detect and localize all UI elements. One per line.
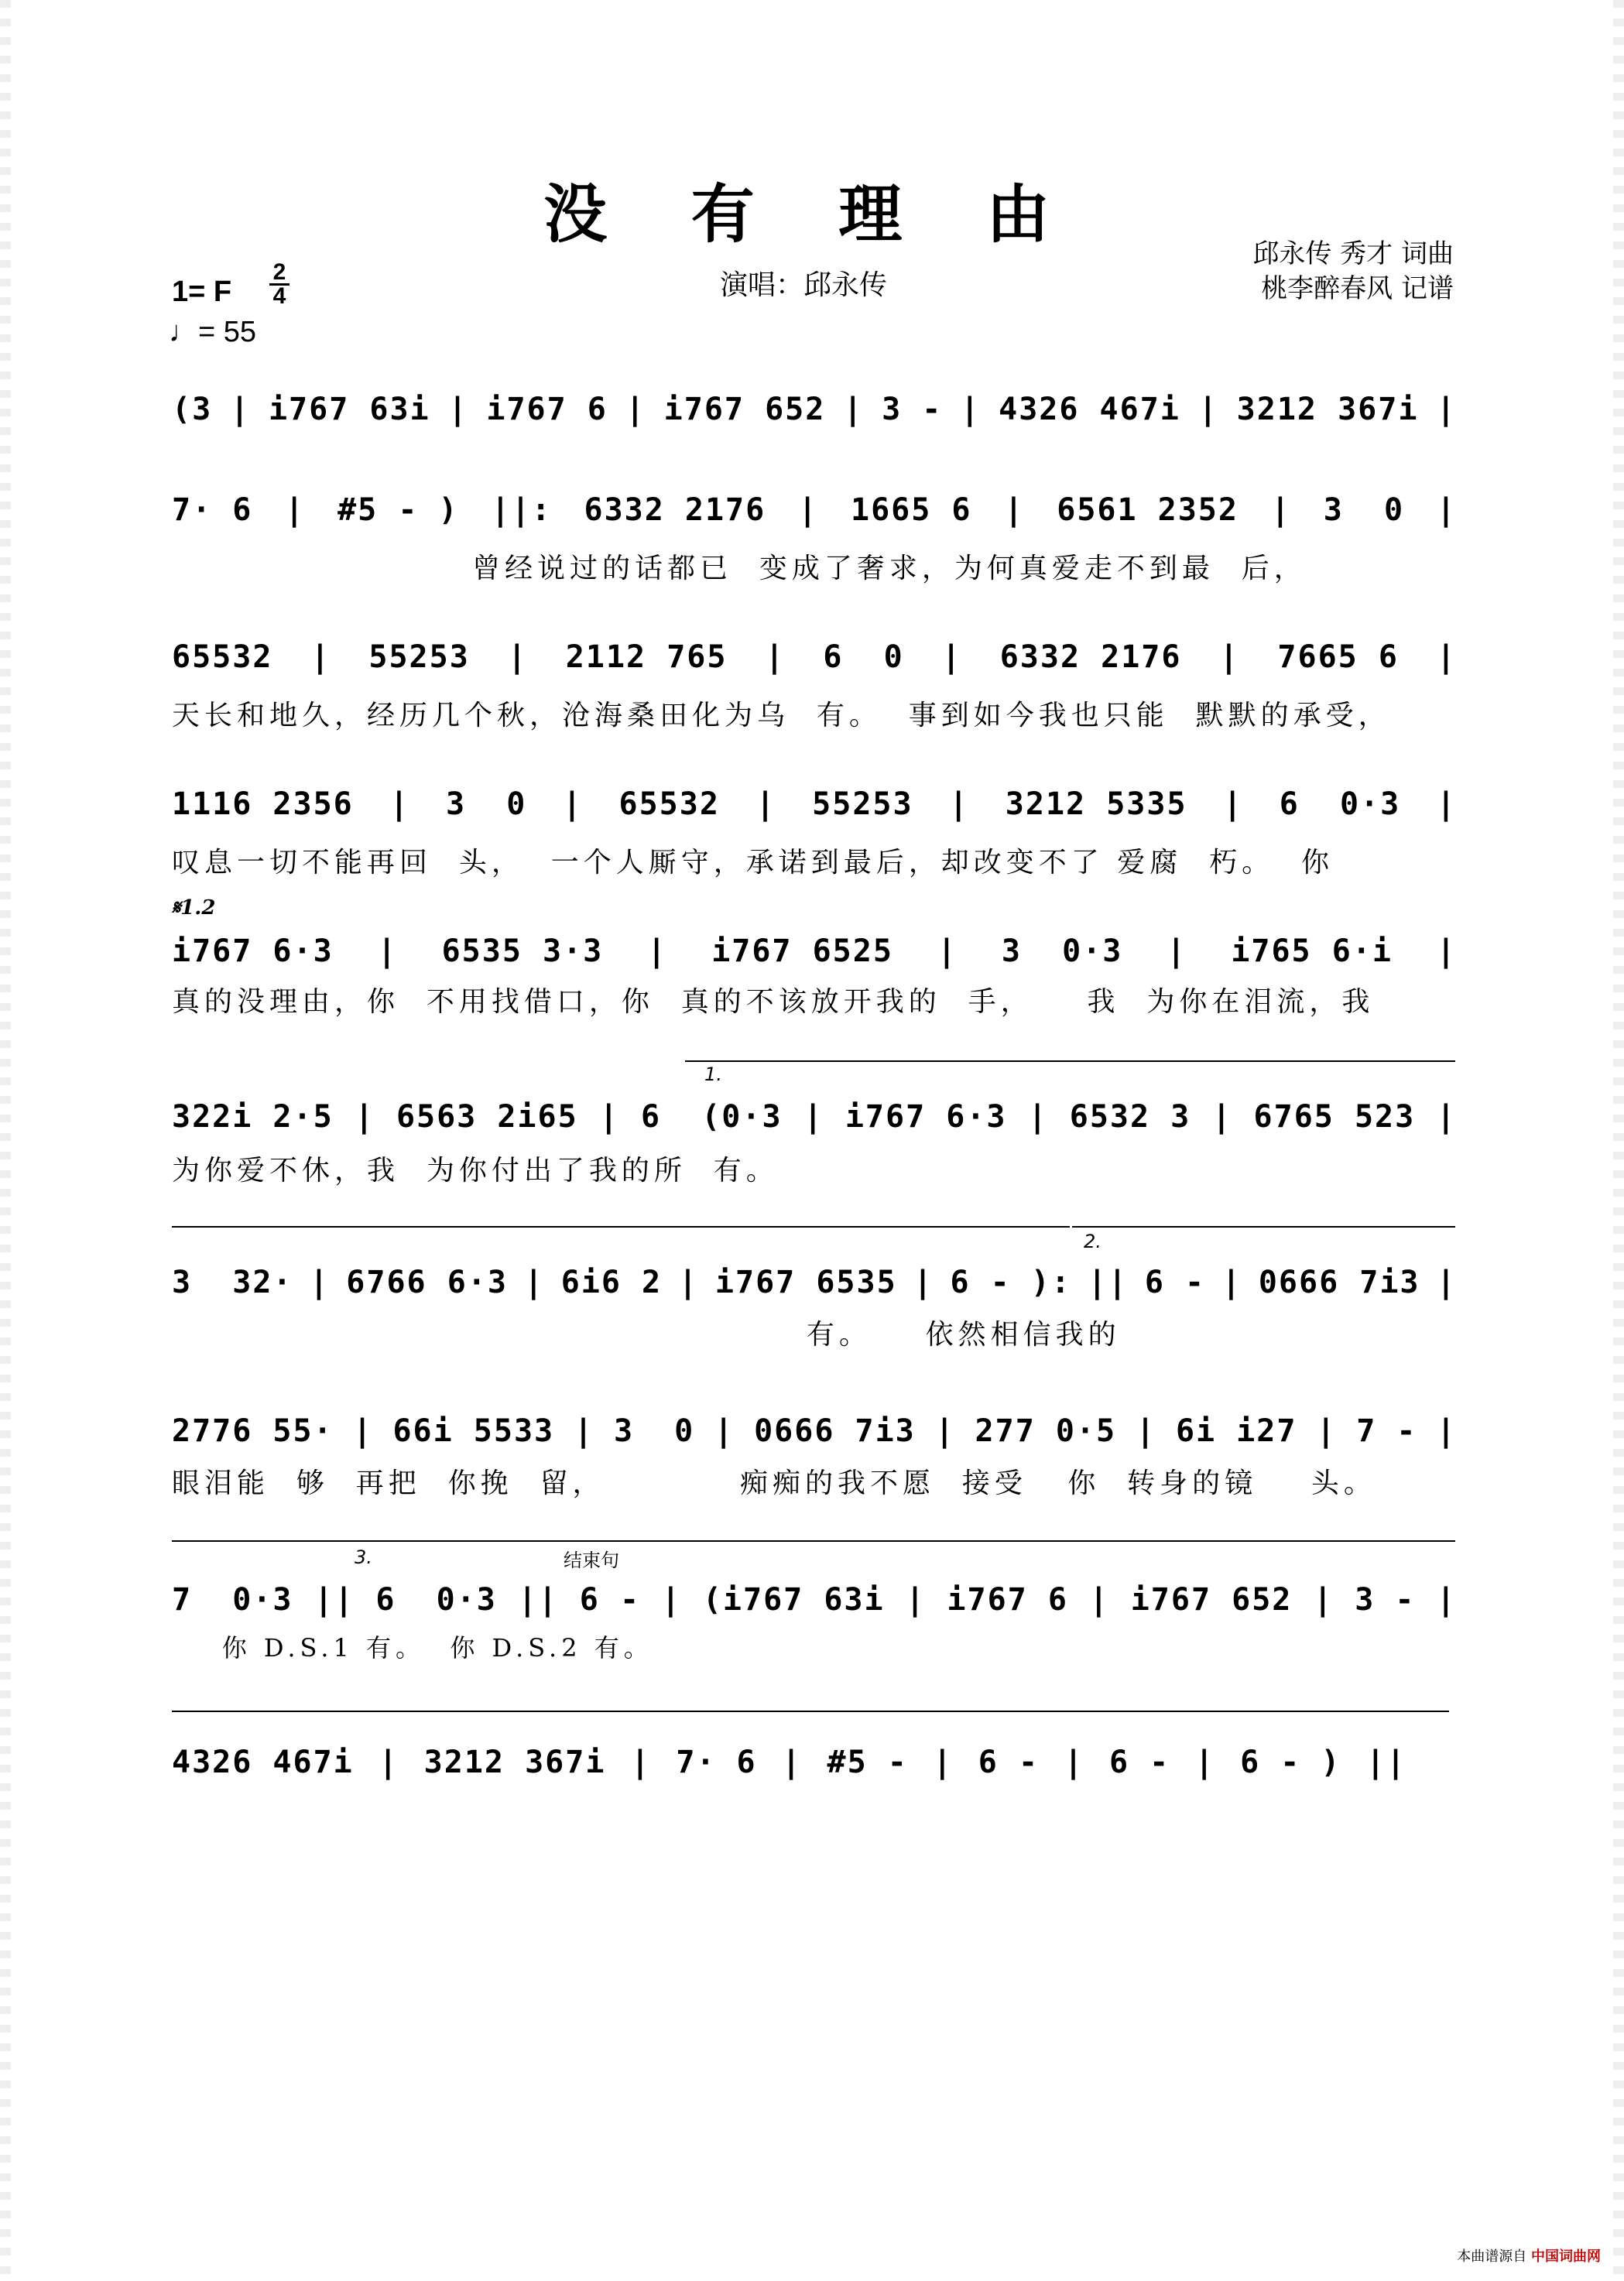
ending-marker: 结束句	[564, 1550, 619, 1571]
measure: i767 652	[1130, 1582, 1293, 1618]
barline: |	[562, 786, 583, 822]
measure: 6 -	[978, 1745, 1040, 1780]
measure: 7· 6	[676, 1745, 757, 1780]
volta-1-bracket	[685, 1060, 1455, 1062]
measure: 3 0	[445, 786, 527, 822]
system-9-notes	[172, 1582, 1457, 1618]
barline: |	[782, 1745, 803, 1780]
barline: |	[1064, 1745, 1084, 1780]
measure: 6i6 2	[560, 1265, 663, 1300]
system-2-notes	[172, 492, 1457, 528]
time-signature-top: 2	[272, 259, 286, 285]
barline: |	[1167, 933, 1187, 969]
volta-2: 2.	[1084, 1231, 1102, 1252]
barline: |	[630, 1745, 651, 1780]
barline: |	[1028, 1099, 1049, 1135]
measure: 65532	[172, 639, 273, 675]
measure: i767 6	[486, 392, 608, 427]
measure: (3	[172, 392, 213, 427]
measure: 1116 2356	[172, 786, 354, 822]
measure: i767 6·3	[172, 933, 334, 969]
barline: |	[1211, 1099, 1232, 1135]
measure: 7 -	[1356, 1413, 1417, 1449]
measure: 6 (0·3	[640, 1099, 783, 1135]
barline: |	[905, 1582, 927, 1618]
barline: |	[507, 639, 528, 675]
measure: 4326 467i	[999, 392, 1180, 427]
system-4-notes	[172, 786, 1457, 822]
barline: |	[949, 786, 970, 822]
measure: 6 -	[1108, 1745, 1170, 1780]
measure: #5 -	[827, 1745, 908, 1780]
measure: i767 63i	[268, 392, 430, 427]
measure: 6563 2i65	[396, 1099, 578, 1135]
measure: 7665 6	[1277, 639, 1399, 675]
barline: |	[599, 1099, 620, 1135]
barline: |	[661, 1582, 682, 1618]
barline: |	[625, 392, 646, 427]
barline: |	[1436, 492, 1457, 528]
system-2-lyrics: 曾经说过的话都已 变成了奢求，为何真爱走不到最 后，	[472, 553, 1307, 584]
measure: 6332 2176	[584, 492, 766, 528]
barline: |	[309, 1265, 330, 1300]
barline: |	[647, 933, 668, 969]
measure: 3 32·	[172, 1265, 293, 1300]
measure: 322i 2·5	[172, 1099, 334, 1135]
measure: 6 -	[579, 1582, 641, 1618]
measure: 6 - ):	[950, 1265, 1071, 1300]
measure: 6 -	[1144, 1265, 1206, 1300]
measure: 6332 2176	[999, 639, 1182, 675]
measure: i767 6·3	[845, 1099, 1007, 1135]
barline: |	[798, 492, 819, 528]
measure: 6561 2352	[1057, 492, 1239, 528]
barline: |	[1436, 1413, 1457, 1449]
measure: 55253	[368, 639, 470, 675]
barline: |	[1221, 1265, 1242, 1300]
system-1-notes	[172, 392, 1457, 427]
tempo-marking: ♩= 55	[169, 316, 257, 348]
measure: 65532	[618, 786, 720, 822]
time-signature	[269, 259, 290, 309]
barline: |	[1436, 392, 1457, 427]
barline: |	[1198, 392, 1219, 427]
barline: |	[803, 1099, 824, 1135]
barline: |	[960, 392, 981, 427]
system-8-notes	[172, 1413, 1457, 1449]
barline: |	[1089, 1582, 1110, 1618]
measure: 55253	[812, 786, 913, 822]
barline: |	[1436, 639, 1457, 675]
measure: 6766 6·3	[346, 1265, 508, 1300]
barline: |	[1436, 933, 1457, 969]
measure: i767 6535	[714, 1265, 897, 1300]
barline: ||	[1088, 1265, 1129, 1300]
system-7-notes	[172, 1265, 1457, 1300]
measure: 6535 3·3	[441, 933, 604, 969]
key-signature: 1= F	[172, 276, 232, 308]
barline: |	[355, 1099, 375, 1135]
system-6-notes	[172, 1099, 1457, 1135]
barline: |	[524, 1265, 545, 1300]
barline: |	[1270, 492, 1291, 528]
measure: 2776 55·	[172, 1413, 334, 1449]
barline: |	[941, 639, 962, 675]
system-7-lyrics: 有。 依然相信我的	[172, 1319, 1121, 1351]
system-8-lyrics: 眼泪能 够 再把 你挽 留， 痴痴的我不愿 接受 你 转身的镜 头。	[172, 1468, 1376, 1499]
system-3-notes	[172, 639, 1457, 675]
barline: |	[1436, 786, 1457, 822]
transcriber-credit: 桃李醉春风 记谱	[1261, 273, 1454, 304]
volta-2-bracket	[1072, 1226, 1455, 1228]
barline: |	[1436, 1582, 1457, 1618]
barline: |	[935, 1413, 956, 1449]
measure: 3212 5335	[1005, 786, 1187, 822]
barline: |	[755, 786, 776, 822]
measure: 0666 7i3	[754, 1413, 916, 1449]
volta-3: 3.	[355, 1546, 372, 1568]
measure: 3212 367i	[423, 1745, 606, 1780]
barline: |	[310, 639, 331, 675]
system-7-top-rule	[172, 1226, 1070, 1228]
measure: 6i i27	[1175, 1413, 1297, 1449]
measure: 6532 3	[1069, 1099, 1191, 1135]
measure: 7· 6	[172, 492, 253, 528]
measure: 6765 523	[1253, 1099, 1416, 1135]
measure: 3 0·3	[1001, 933, 1123, 969]
barline: |	[1223, 786, 1244, 822]
system-5-notes	[172, 933, 1457, 969]
footer-source-text: 本曲谱源自	[1457, 2248, 1527, 2265]
system-9-lyrics: 你 D.S.1 有。 你 D.S.2 有。	[172, 1633, 653, 1663]
barline: |	[379, 1745, 399, 1780]
volta-1: 1.	[704, 1063, 722, 1085]
segno-marker: 𝄋1.2	[172, 896, 216, 920]
barline: |	[230, 392, 251, 427]
right-edge-decoration	[1613, 0, 1624, 2281]
measure: i765 6·i	[1231, 933, 1393, 969]
system-3-lyrics: 天长和地久，经历几个秋，沧海桑田化为乌 有。 事到如今我也只能 默默的承受，	[172, 700, 1391, 731]
system-10-notes	[172, 1745, 1457, 1780]
measure: 6 0·3	[375, 1582, 497, 1618]
barline: |	[1313, 1582, 1334, 1618]
measure: 6 - )	[1240, 1745, 1341, 1780]
measure: (i767 63i	[702, 1582, 885, 1618]
system-5-lyrics: 真的没理由，你 不用找借口，你 真的不该放开我的 手， 我 为你在泪流，我	[172, 986, 1375, 1018]
measure: 6 0	[823, 639, 904, 675]
barline: |	[285, 492, 306, 528]
time-signature-bottom: 4	[272, 283, 286, 309]
barline: |	[714, 1413, 735, 1449]
left-edge-decoration	[0, 0, 11, 2281]
measure: 3212 367i	[1236, 392, 1419, 427]
measure: 2112 765	[565, 639, 728, 675]
measure: 66i 5533	[392, 1413, 555, 1449]
measure: 4326 467i	[172, 1745, 354, 1780]
measure: 3 -	[882, 392, 943, 427]
barline: |	[1436, 1099, 1457, 1135]
barline: |	[678, 1265, 699, 1300]
barline: ||	[313, 1582, 355, 1618]
barline: |	[574, 1413, 594, 1449]
barline: |	[843, 392, 864, 427]
barline: |	[389, 786, 410, 822]
barline: |	[447, 392, 469, 427]
barline: |	[377, 933, 398, 969]
footer-source	[1457, 2245, 1601, 2266]
barline: |	[937, 933, 958, 969]
final-bracket	[172, 1711, 1449, 1712]
system-4-lyrics: 叹息一切不能再回 头， 一个人厮守，承诺到最后，却改变不了 爱腐 朽。 你	[172, 847, 1334, 878]
song-title: 没 有 理 由	[543, 177, 1081, 252]
measure: 1665 6	[850, 492, 972, 528]
measure: #5 - )	[337, 492, 459, 528]
barline: |	[1136, 1413, 1156, 1449]
barline: ||	[518, 1582, 559, 1618]
measure: 3 0	[613, 1413, 695, 1449]
barline: ||:	[491, 492, 552, 528]
barline: |	[1436, 1265, 1457, 1300]
measure: i767 6	[947, 1582, 1068, 1618]
footer-brand-link[interactable]: 中国词曲网	[1531, 2248, 1601, 2265]
lyrics-music-credit: 邱永传 秀才 词曲	[1252, 238, 1454, 269]
measure: 3 0	[1323, 492, 1405, 528]
barline: |	[933, 1745, 954, 1780]
measure: 277 0·5	[975, 1413, 1117, 1449]
measure: i767 652	[663, 392, 826, 427]
singer: 演唱：邱永传	[720, 269, 888, 301]
measure: 0666 7i3	[1258, 1265, 1420, 1300]
barline: |	[765, 639, 786, 675]
barline: |	[1316, 1413, 1337, 1449]
measure: i767 6525	[711, 933, 893, 969]
measure: 7 0·3	[172, 1582, 293, 1618]
barline: |	[1004, 492, 1025, 528]
barline: |	[1219, 639, 1240, 675]
system-6-lyrics: 为你爱不休，我 为你付出了我的所 有。	[172, 1155, 779, 1187]
barline: ||	[1365, 1745, 1407, 1780]
measure: 6 0·3	[1279, 786, 1401, 822]
barline: |	[353, 1413, 374, 1449]
ending-bracket	[172, 1540, 1455, 1542]
measure: 3 -	[1355, 1582, 1416, 1618]
barline: |	[1194, 1745, 1215, 1780]
barline: |	[913, 1265, 934, 1300]
